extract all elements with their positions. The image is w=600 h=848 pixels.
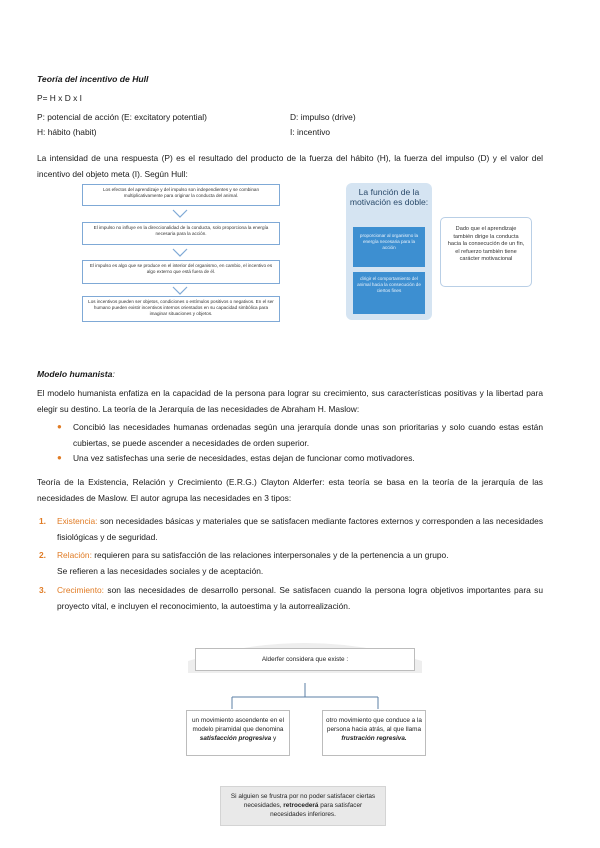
bullet-icon: ●	[57, 422, 62, 431]
term-existence: Existencia:	[57, 516, 98, 526]
maslow-bullets	[51, 420, 543, 467]
def-p: P: potencial de acción (E: excitatory potential)	[37, 112, 207, 122]
need-item-relation: 2. Relación: requieren para su satisfacción de las relaciones interpersonales y de la pertenencia a un grupo. Se refieren a las necesidades sociales y de aceptación.	[39, 550, 449, 576]
bullet-icon: ●	[57, 453, 62, 463]
motivation-side-note: Dado que el aprendizaje también dirige la conducta hacia la consecución de un fin, el refuerzo también tiene carácter motivacional	[440, 217, 532, 287]
section-title-hull: Teoría del incentivo de Hull	[37, 74, 149, 84]
list-item: ● Concibió las necesidades humanas ordenadas según una jerarquía donde unas son prioritarias y solo cuando estas están cubiertas, se puede ascender a necesidades de orden superior.	[57, 422, 543, 448]
def-h: H: hábito (habit)	[37, 127, 97, 137]
section-title-humanist: Modelo humanista:	[37, 369, 115, 379]
alderfer-bottom-box: Si alguien se frustra por no poder satisfacer ciertas necesidades, retrocederá para satisfacer necesidades inferiores.	[220, 786, 386, 826]
hull-paragraph: La intensidad de una respuesta (P) es el resultado del producto de la fuerza del hábito (H), la fuerza del impulso (D) y el valor del incentivo del objeto meta (I). Según Hull:	[37, 153, 543, 179]
hull-formula: P= H x D x I	[37, 93, 82, 103]
flow-arrow-3	[172, 286, 188, 296]
flow-box-4: Los incentivos pueden ser objetos, condiciones o estímulos positivos o negativos. En el ser humano pueden existir incentivos internos orientados en su capacidad simbólica para imaginar situaciones y objetos.	[82, 296, 280, 322]
alderfer-left-box: un movimiento ascendente en el modelo piramidal que denomina satisfacción progresiva y	[186, 710, 290, 756]
flow-box-1: Los efectos del aprendizaje y del impulso son independientes y se combinan multiplicativamente para originar la conducta del animal.	[82, 184, 280, 206]
flow-box-2: El impulso no influye en la direccionalidad de la conducta, solo proporciona la energía necesaria para la acción.	[82, 222, 280, 245]
erg-paragraph: Teoría de la Existencia, Relación y Crecimiento (E.R.G.) Clayton Alderfer: esta teoría se basa en la teoría de la jerarquía de las necesidades de Maslow. El autor agrupa las necesidades en 3 tipos:	[37, 477, 543, 504]
motivation-box-energy: proporcionar al organismo la energía necesaria para la acción	[353, 227, 425, 267]
term-relation: Relación:	[57, 550, 92, 560]
flow-box-3: El impulso es algo que se produce en el interior del organismo, en cambio, el incentivo es algo externo que está fuera de él.	[82, 260, 280, 284]
def-i: I: incentivo	[290, 127, 331, 137]
list-item: ● Una vez satisfechas una serie de necesidades, estas dejan de funcionar como motivadores.	[51, 451, 543, 467]
flow-arrow-2	[172, 248, 188, 258]
need-item-existence: 1. Existencia: son necesidades básicas y materiales que se satisfacen mediante factores externos y corresponden a las necesidades fisiológicas y de seguridad.	[39, 516, 544, 542]
alderfer-right-box: otro movimiento que conduce a la persona hacia atrás, al que llama frustración regresiva.	[322, 710, 426, 756]
def-d: D: impulso (drive)	[290, 112, 356, 122]
motivation-title: La función de la motivación es doble:	[349, 187, 429, 208]
motivation-box-direction: dirigir el comportamiento del animal hacia la consecución de ciertos fines	[353, 272, 425, 314]
alderfer-top-box: Alderfer considera que existe :	[195, 648, 415, 671]
flow-arrow-1	[172, 209, 188, 219]
need-item-growth: 3. Crecimiento: son las necesidades de desarrollo personal. Se satisfacen cuando la persona logra objetivos importantes para su proyecto vital, e incluyen el reconocimiento, la autoestima y la autorrealización.	[39, 585, 544, 611]
humanist-paragraph: El modelo humanista enfatiza en la capacidad de la persona para lograr su crecimiento, sus características positivas y la libertad para elegir su destino. La teoría de la Jerarquía de las necesidades de Abraham H. Maslow:	[37, 388, 543, 414]
term-growth: Crecimiento:	[57, 585, 105, 595]
